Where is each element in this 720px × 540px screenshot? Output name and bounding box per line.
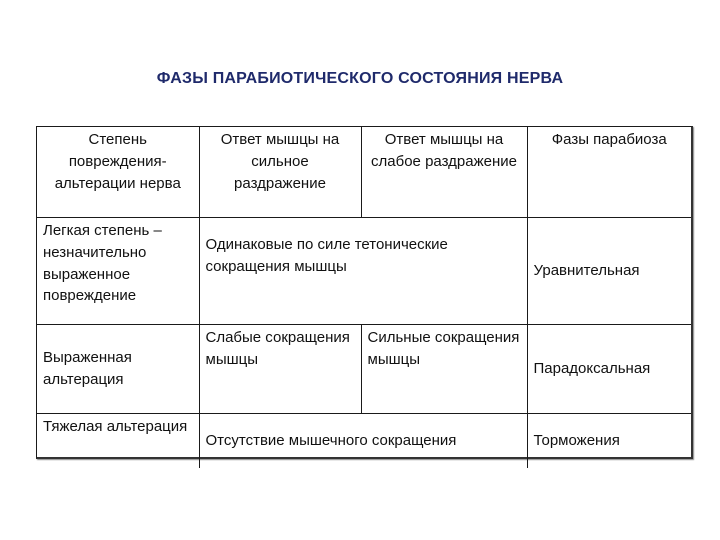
row-damage: Тяжелая альтерация [37, 414, 199, 469]
row-damage: Выраженная альтерация [37, 325, 199, 414]
parabiosis-table [36, 126, 693, 459]
row-phase: Парадоксальная [527, 325, 691, 414]
table-row [37, 414, 691, 469]
row-response: Отсутствие мышечного сокращения [199, 414, 527, 469]
table-row [37, 218, 691, 325]
page-title: ФАЗЫ ПАРАБИОТИЧЕСКОГО СОСТОЯНИЯ НЕРВА [156, 70, 564, 87]
header-weak-response: Ответ мышцы на слабое раздражение [361, 127, 527, 218]
table-row [37, 325, 691, 414]
row-response: Одинаковые по силе тетонические сокращения мышцы [199, 218, 527, 325]
row-weak-response: Сильные сокращения мышцы [361, 325, 527, 414]
header-strong-response: Ответ мышцы на сильное раздражение [199, 127, 361, 218]
row-phase: Уравнительная [527, 218, 691, 325]
header-row [37, 127, 691, 218]
header-damage: Степень повреждения-альтерации нерва [37, 127, 199, 218]
row-strong-response: Слабые сокращения мышцы [199, 325, 361, 414]
row-damage: Легкая степень – незначительно выраженное повреждение [37, 218, 199, 325]
header-phase: Фазы парабиоза [527, 127, 691, 218]
row-phase: Торможения [527, 414, 691, 469]
